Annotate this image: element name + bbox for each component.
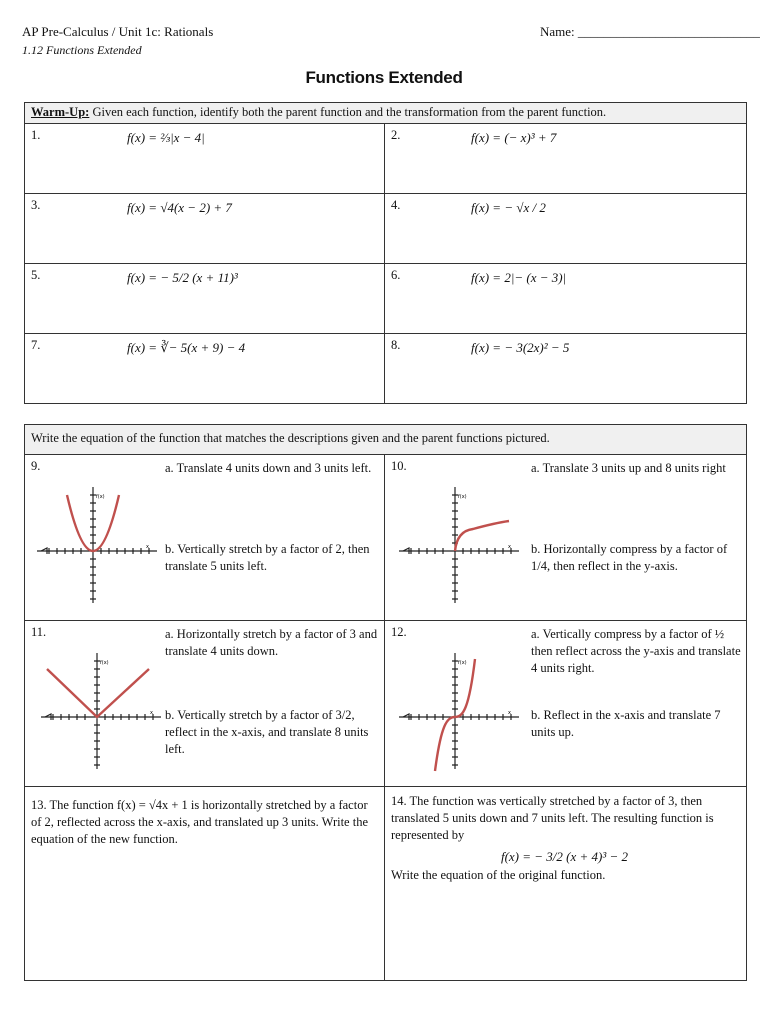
description-b: b. Vertically stretch by a factor of 3/2, reflect in the x-axis, and translate 8 units left. <box>165 708 369 756</box>
name-field[interactable]: Name: ____________________________ <box>540 24 760 39</box>
problem-8[interactable] <box>385 334 747 404</box>
equation: f(x) = − 5/2 (x + 11)³ <box>127 270 238 285</box>
lesson-title: 1.12 Functions Extended <box>22 43 142 57</box>
description-b: b. Reflect in the x-axis and translate 7 units up. <box>531 708 721 739</box>
x-axis-label: x <box>508 544 511 550</box>
equation: f(x) = (− x)³ + 7 <box>471 130 557 145</box>
problem-2[interactable] <box>385 124 747 194</box>
problem-number: 11. <box>31 625 47 639</box>
equation: f(x) = − 3(2x)² − 5 <box>471 340 570 355</box>
problem-number: 1. <box>31 128 41 142</box>
warmup-header <box>25 103 747 124</box>
x-axis-label: x <box>150 710 153 716</box>
description-a: a. Horizontally stretch by a factor of 3 and translate 4 units down. <box>165 627 378 658</box>
problem-6[interactable] <box>385 264 747 334</box>
section2-header <box>25 425 747 455</box>
problem-number: 9. <box>31 459 41 473</box>
problem-14-equation: f(x) = − 3/2 (x + 4)³ − 2 <box>500 849 629 864</box>
absolute-value-graph <box>37 645 167 773</box>
equation: f(x) = ∛− 5(x + 9) − 4 <box>127 340 246 355</box>
problem-1[interactable] <box>25 124 385 194</box>
equation: f(x) = ⅔|x − 4| <box>127 130 205 145</box>
problem-11[interactable] <box>25 621 385 787</box>
description-a: a. Translate 3 units up and 8 units right <box>531 461 726 475</box>
warmup-label: Warm-Up: <box>31 105 90 119</box>
equation: f(x) = √4(x − 2) + 7 <box>127 200 232 215</box>
problem-number: 12. <box>391 625 407 639</box>
sqrt-curve <box>455 521 509 551</box>
y-axis-label: f(x) <box>458 494 467 500</box>
equation: f(x) = − √x / 2 <box>471 200 546 215</box>
problem-14-prompt: Write the equation of the original function. <box>391 868 606 882</box>
course-header <box>22 24 213 58</box>
problem-number: 7. <box>31 338 41 352</box>
page-title: Functions Extended <box>305 68 463 87</box>
problem-9[interactable] <box>25 455 385 621</box>
x-axis-label: x <box>146 544 149 550</box>
problem-number: 2. <box>391 128 401 142</box>
problem-number: 6. <box>391 268 401 282</box>
problem-10[interactable] <box>385 455 747 621</box>
x-axis-label: x <box>508 710 511 716</box>
parabola-graph <box>33 479 163 607</box>
problem-13-text: 13. The function f(x) = √4x + 1 is horizontally stretched by a factor of 2, reflected across the x-axis, and translated up 3 units. Write the equation of the new function. <box>31 798 369 846</box>
problem-7[interactable] <box>25 334 385 404</box>
problem-number: 5. <box>31 268 41 282</box>
cubic-graph <box>395 645 525 773</box>
problem-14-block <box>391 793 738 884</box>
description-b: b. Vertically stretch by a factor of 2, then translate 5 units left. <box>165 542 370 573</box>
course-title: AP Pre-Calculus / Unit 1c: Rationals <box>22 24 214 39</box>
description-a: a. Vertically compress by a factor of ½ then reflect across the y-axis and translate 4 units right. <box>531 627 741 675</box>
warmup-table <box>24 102 747 404</box>
warmup-instructions: Given each function, identify both the parent function and the transformation from the parent function. <box>92 105 607 119</box>
problem-3[interactable] <box>25 194 385 264</box>
problem-13[interactable] <box>25 787 385 981</box>
problem-12[interactable] <box>385 621 747 787</box>
square-root-graph <box>395 479 525 607</box>
problem-5[interactable] <box>25 264 385 334</box>
y-axis-label: f(x) <box>100 660 109 666</box>
y-axis-label: f(x) <box>458 660 467 666</box>
problem-4[interactable] <box>385 194 747 264</box>
y-axis-label: f(x) <box>96 494 105 500</box>
problem-number: 8. <box>391 338 401 352</box>
problem-number: 4. <box>391 198 401 212</box>
problem-number: 10. <box>391 459 407 473</box>
problem-14[interactable] <box>385 787 747 981</box>
problem-number: 3. <box>31 198 41 212</box>
section2-instructions: Write the equation of the function that matches the descriptions given and the parent functions pictured. <box>31 431 550 445</box>
equation: f(x) = 2|− (x − 3)| <box>471 270 567 285</box>
problem-14-text: 14. The function was vertically stretched by a factor of 3, then translated 5 units down and 7 units left. The resulting function is represented by <box>391 794 714 842</box>
description-b: b. Horizontally compress by a factor of 1/4, then reflect in the y-axis. <box>531 542 728 573</box>
description-a: a. Translate 4 units down and 3 units left. <box>165 461 372 475</box>
transformations-table <box>24 424 747 981</box>
